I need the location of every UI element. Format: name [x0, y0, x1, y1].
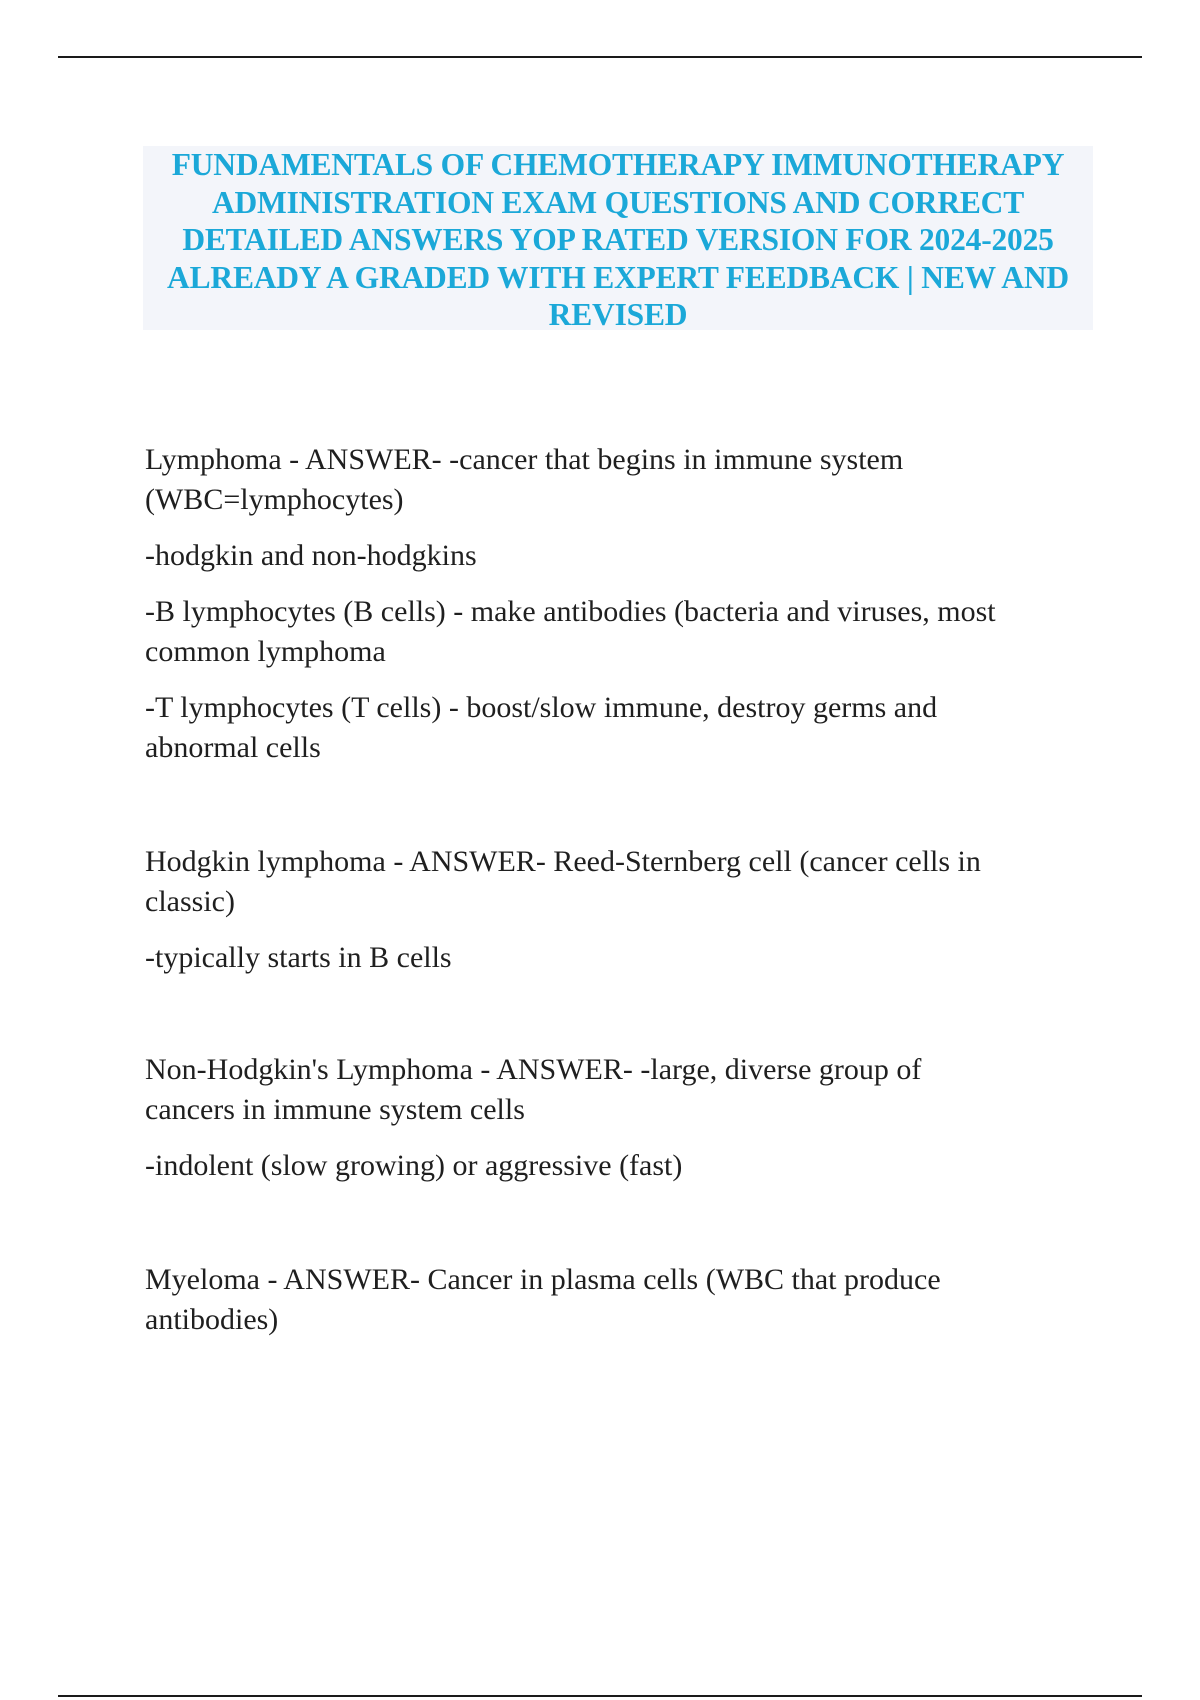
text-line: classic)	[145, 885, 235, 918]
text-line: Hodgkin lymphoma - ANSWER- Reed-Sternberg cell (cancer cells in	[145, 845, 981, 878]
text-line: (WBC=lymphocytes)	[145, 483, 404, 516]
text-line: antibodies)	[145, 1303, 279, 1336]
text-line: -T lymphocytes (T cells) - boost/slow immune, destroy germs and	[145, 691, 938, 724]
text-line: -indolent (slow growing) or aggressive (fast)	[145, 1149, 683, 1182]
title-box	[143, 146, 1093, 330]
text-line: -B lymphocytes (B cells) - make antibodies (bacteria and viruses, most	[145, 595, 996, 628]
qa-paragraph	[145, 1260, 941, 1340]
qa-item-myeloma	[145, 1260, 941, 1340]
title-line: ADMINISTRATION EXAM QUESTIONS AND CORRECT	[211, 184, 1025, 220]
qa-item-hodgkin-lymphoma	[145, 842, 981, 978]
text-line: abnormal cells	[145, 731, 321, 764]
title-line: DETAILED ANSWERS YOP RATED VERSION FOR 2024-2025	[182, 222, 1054, 257]
document-title	[143, 146, 1093, 334]
qa-paragraph	[145, 842, 981, 922]
bottom-rule	[58, 1695, 1142, 1697]
qa-paragraph	[145, 938, 981, 978]
text-line: Non-Hodgkin's Lymphoma - ANSWER- -large, diverse group of	[145, 1053, 922, 1086]
qa-paragraph	[145, 592, 996, 672]
qa-paragraph	[145, 688, 996, 768]
text-line: -hodgkin and non-hodgkins	[145, 539, 477, 572]
text-line: Myeloma - ANSWER- Cancer in plasma cells (WBC that produce	[145, 1263, 941, 1296]
title-line: REVISED	[548, 297, 688, 332]
qa-item-lymphoma	[145, 440, 996, 768]
text-line: -typically starts in B cells	[145, 941, 452, 974]
text-line: common lymphoma	[145, 635, 386, 668]
qa-paragraph	[145, 1050, 921, 1130]
qa-paragraph	[145, 536, 996, 576]
title-line: ALREADY A GRADED WITH EXPERT FEEDBACK | NEW AND	[167, 259, 1069, 295]
qa-paragraph	[145, 1146, 921, 1186]
text-line: cancers in immune system cells	[145, 1093, 525, 1126]
qa-paragraph	[145, 440, 996, 520]
text-line: Lymphoma - ANSWER- -cancer that begins in immune system	[145, 443, 904, 476]
top-rule	[58, 56, 1142, 58]
qa-item-non-hodgkins-lymphoma	[145, 1050, 921, 1186]
title-line: FUNDAMENTALS OF CHEMOTHERAPY IMMUNOTHERAPY	[171, 147, 1065, 182]
